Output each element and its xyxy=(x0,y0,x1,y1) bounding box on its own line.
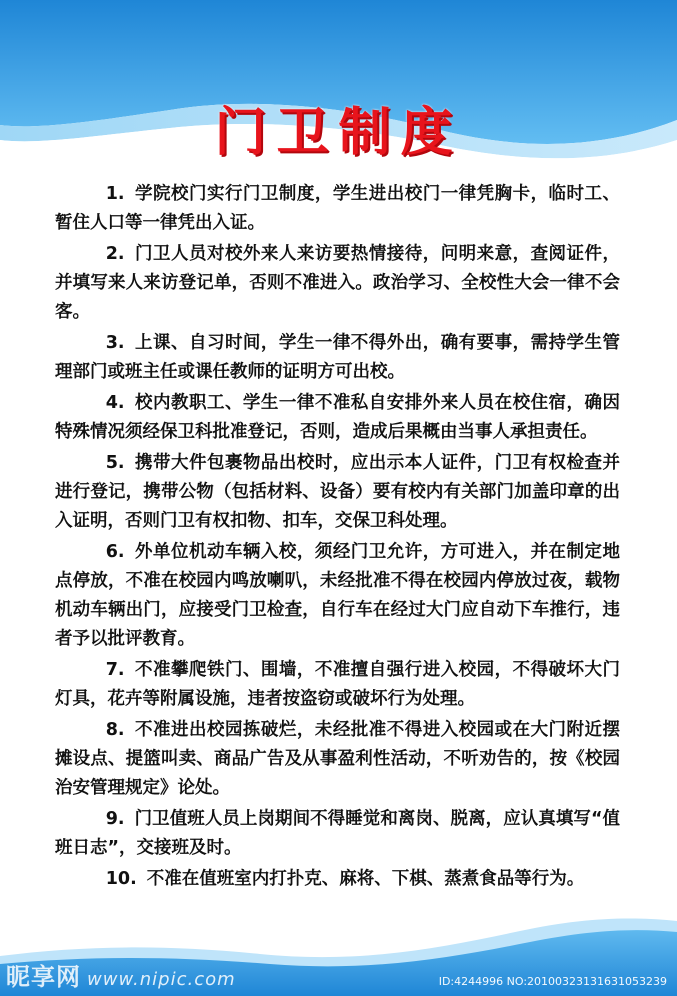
rule-number: 10. xyxy=(105,869,137,889)
rule-text: 外单位机动车辆入校，须经门卫允许，方可进入，并在制定地点停放，不准在校园内鸣放喇叭，未经批准不得在校园内停放过夜，载物机动车辆出门，应接受门卫检查，自行车在经过大门应自动下车推行，违者予以批评教育。 xyxy=(55,542,620,649)
rule-item xyxy=(55,389,620,447)
rule-number: 1. xyxy=(105,184,125,204)
rule-number: 7. xyxy=(105,660,125,680)
rule-text: 携带大件包裹物品出校时，应出示本人证件，门卫有权检查并进行登记，携带公物（包括材料、设备）要有校内有关部门加盖印章的出入证明，否则门卫有权扣物、扣车，交保卫科处理。 xyxy=(55,453,620,531)
rule-text: 门卫人员对校外来人来访要热情接待，问明来意，查阅证件，并填写来人来访登记单，否则不准进入。政治学习、全校性大会一律不会客。 xyxy=(55,244,620,322)
watermark-id: ID:4244996 NO:20100323131631053239 xyxy=(438,975,667,988)
rule-number: 9. xyxy=(105,809,125,829)
rule-number: 2. xyxy=(105,244,125,264)
rule-number: 5. xyxy=(105,453,125,473)
rule-text: 不准攀爬铁门、围墙，不准擅自强行进入校园，不得破坏大门灯具，花卉等附属设施，违者按盗窃或破坏行为处理。 xyxy=(55,660,620,709)
rule-text: 学院校门实行门卫制度，学生进出校门一律凭胸卡，临时工、暂住人口等一律凭出入证。 xyxy=(55,184,620,233)
rule-item xyxy=(55,180,620,238)
rule-item xyxy=(55,656,620,714)
rule-item xyxy=(55,538,620,654)
rule-text: 校内教职工、学生一律不准私自安排外来人员在校住宿，确因特殊情况须经保卫科批准登记，否则，造成后果概由当事人承担责任。 xyxy=(55,393,620,442)
rule-text: 上课、自习时间，学生一律不得外出，确有要事，需持学生管理部门或班主任或课任教师的证明方可出校。 xyxy=(55,333,620,382)
rule-number: 4. xyxy=(105,393,125,413)
rule-text: 不准在值班室内打扑克、麻将、下棋、蒸煮食品等行为。 xyxy=(146,869,585,889)
watermark-logo-text: 昵享网 xyxy=(6,963,81,991)
rule-number: 3. xyxy=(105,333,125,353)
rule-number: 8. xyxy=(105,720,125,740)
rule-number: 6. xyxy=(105,542,125,562)
watermark-logo-sub: www.nipic.com xyxy=(87,969,236,990)
rule-item xyxy=(55,449,620,536)
rules-list xyxy=(55,180,620,896)
watermark-logo xyxy=(6,957,236,992)
rule-text: 不准进出校园拣破烂，未经批准不得进入校园或在大门附近摆摊设点、提篮叫卖、商品广告及从事盈利性活动，不听劝告的，按《校园治安管理规定》论处。 xyxy=(55,720,620,798)
rule-item xyxy=(55,716,620,803)
rule-item xyxy=(55,329,620,387)
rule-item xyxy=(55,240,620,327)
rule-item xyxy=(55,805,620,863)
rule-text: 门卫值班人员上岗期间不得睡觉和离岗、脱离，应认真填写“值班日志”，交接班及时。 xyxy=(55,809,620,858)
page-title: 门卫制度 xyxy=(214,103,463,163)
